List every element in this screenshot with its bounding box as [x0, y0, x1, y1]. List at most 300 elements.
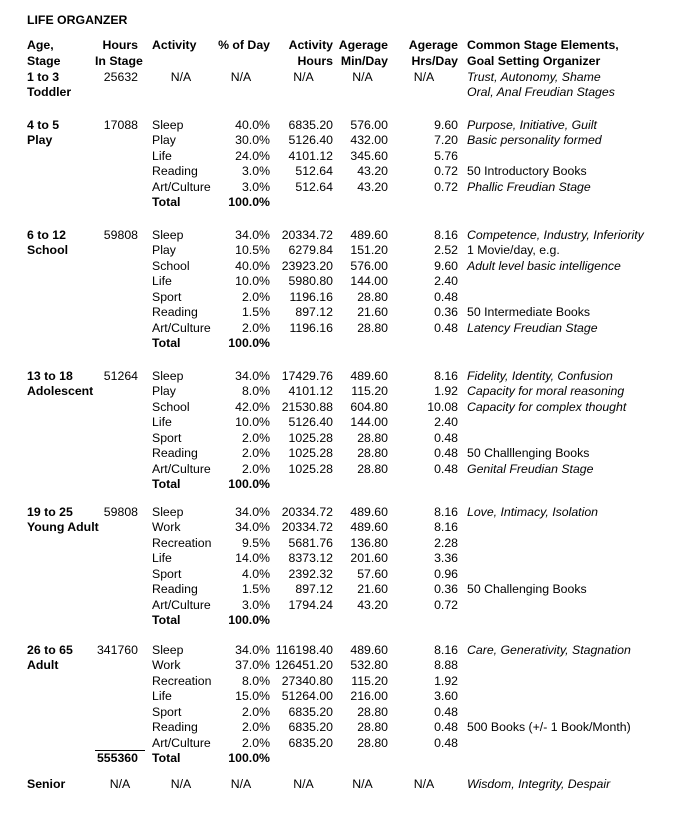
cell-note: Competence, Industry, Inferiority	[467, 227, 644, 242]
cell-stage	[27, 415, 95, 431]
column-gap	[145, 689, 152, 705]
cell-note: 500 Books (+/- 1 Book/Month)	[467, 720, 631, 734]
cell-min_day: 115.20	[351, 384, 388, 398]
cell-activity_hours: 6835.20	[288, 720, 333, 734]
cell-min_day	[335, 195, 390, 211]
cell-activity_hours: 4101.12	[288, 384, 333, 398]
cell-stage: 6 to 12	[27, 227, 66, 242]
cell-activity: Life	[152, 689, 172, 703]
column-gap	[458, 133, 467, 149]
cell-min_day: 21.60	[357, 305, 388, 319]
column-gap	[458, 415, 467, 431]
cell-activity: Sleep	[152, 642, 184, 657]
column-gap	[145, 180, 152, 196]
cell-note	[467, 536, 684, 552]
cell-activity: Sleep	[152, 368, 184, 383]
cell-min_day: 489.60	[350, 227, 388, 242]
cell-activity_hours: 20334.72	[281, 504, 333, 519]
cell-stage	[27, 462, 95, 478]
cell-stage: Adolescent	[27, 384, 94, 398]
cell-hours	[95, 85, 145, 101]
cell-hours	[95, 551, 145, 567]
cell-hours: N/A	[109, 776, 131, 791]
cell-pct: 2.0%	[241, 289, 270, 304]
cell-note	[467, 195, 684, 211]
cell-hrs_day: 8.16	[434, 368, 458, 383]
cell-activity_hours: 897.12	[295, 305, 333, 319]
col-header-activity-line1: Activity	[152, 38, 197, 52]
cell-min_day: 144.00	[350, 274, 388, 288]
cell-activity_hours: 5681.76	[288, 535, 333, 550]
cell-activity_hours: 21530.88	[281, 399, 333, 414]
cell-hours	[95, 689, 145, 705]
cell-stage	[27, 736, 95, 752]
cell-note: Fidelity, Identity, Confusion	[467, 368, 613, 383]
table-row	[27, 598, 684, 614]
cell-activity: Sleep	[152, 227, 184, 242]
cell-note	[467, 336, 684, 352]
cell-stage	[27, 431, 95, 447]
cell-activity_hours: 512.64	[295, 164, 333, 178]
cell-activity: Sport	[152, 289, 182, 304]
cell-stage	[27, 477, 95, 493]
cell-hours	[95, 462, 145, 478]
cell-note	[467, 290, 684, 306]
cell-hours	[95, 658, 145, 674]
cell-stage	[27, 598, 95, 614]
cell-hours: 25632	[103, 69, 138, 84]
cell-hrs_day: 0.48	[434, 704, 458, 719]
cell-hrs_day	[390, 477, 458, 493]
cell-stage	[27, 274, 95, 290]
column-gap	[145, 446, 152, 462]
column-gap	[458, 228, 467, 244]
cell-activity: Reading	[152, 446, 198, 460]
cell-stage	[27, 720, 95, 736]
cell-hours: 59808	[103, 504, 138, 519]
column-gap	[145, 243, 152, 259]
cell-hrs_day: 0.48	[434, 461, 458, 476]
table-row	[27, 658, 684, 674]
table-row	[27, 567, 684, 583]
cell-note	[467, 674, 684, 690]
cell-hrs_day: 2.28	[434, 535, 458, 550]
table-row	[27, 321, 684, 337]
cell-note: Oral, Anal Freudian Stages	[467, 85, 615, 99]
cell-note: 50 Challlenging Books	[467, 446, 590, 460]
cell-hours	[95, 195, 145, 211]
column-gap	[145, 228, 152, 244]
cell-activity_hours: 27340.80	[281, 673, 333, 688]
cell-activity: Total	[152, 613, 181, 627]
column-gap	[458, 85, 467, 101]
column-gap	[458, 164, 467, 180]
cell-pct: 4.0%	[241, 566, 270, 581]
cell-activity: Total	[152, 751, 181, 765]
col-header-stage-elements	[467, 38, 684, 68]
section-adult	[27, 643, 684, 767]
cell-activity_hours: 126451.20	[274, 658, 333, 672]
cell-hrs_day: 1.92	[434, 384, 458, 398]
cell-activity: Reading	[152, 164, 198, 178]
cell-activity: Sleep	[152, 504, 184, 519]
cell-min_day: 115.20	[351, 673, 388, 688]
cell-stage: School	[27, 243, 68, 257]
table-row	[27, 689, 684, 705]
cell-activity: Recreation	[152, 535, 212, 550]
cell-pct: 2.0%	[241, 430, 270, 445]
cell-hours	[95, 431, 145, 447]
col-header-pct-of-day-line2	[210, 54, 270, 70]
column-gap	[458, 290, 467, 306]
cell-note: Purpose, Initiative, Guilt	[467, 117, 597, 132]
cell-activity_hours: N/A	[293, 776, 314, 791]
cell-stage: Toddler	[27, 85, 72, 99]
cell-note: 50 Challenging Books	[467, 582, 587, 596]
cell-hrs_day: 8.16	[434, 504, 458, 519]
cell-min_day: 43.20	[357, 179, 388, 194]
section-young-adult	[27, 505, 684, 629]
col-header-average-hrs-day-line2: Hrs/Day	[411, 53, 458, 68]
cell-activity_hours: 17429.76	[281, 368, 333, 383]
table-row	[27, 613, 684, 629]
cell-hrs_day: 0.48	[434, 320, 458, 335]
column-gap	[458, 321, 467, 337]
column-gap	[145, 259, 152, 275]
cell-hours: 51264	[103, 368, 138, 383]
table-row	[27, 736, 684, 752]
table-row	[27, 446, 684, 462]
column-gap	[145, 133, 152, 149]
cell-min_day: 151.20	[350, 243, 388, 257]
cell-pct: N/A	[230, 69, 252, 84]
cell-note: Trust, Autonomy, Shame	[467, 69, 601, 84]
column-gap	[458, 195, 467, 211]
column-gap	[145, 536, 152, 552]
column-gap	[145, 164, 152, 180]
cell-hours	[95, 536, 145, 552]
cell-note: Capacity for complex thought	[467, 399, 627, 414]
col-header-average-hrs-day	[390, 38, 458, 68]
col-header-hours-in-stage-line2: In Stage	[95, 53, 143, 68]
cell-pct: 2.0%	[241, 720, 270, 734]
cell-activity: Sleep	[152, 117, 184, 132]
cell-activity: Work	[152, 658, 181, 672]
table-row	[27, 369, 684, 385]
column-gap	[458, 598, 467, 614]
cell-hours	[95, 720, 145, 736]
cell-activity_hours: 6279.84	[288, 243, 333, 257]
cell-hours	[95, 400, 145, 416]
cell-activity: Art/Culture	[152, 320, 211, 335]
cell-hrs_day: 3.60	[434, 689, 458, 703]
cell-min_day: 489.60	[350, 520, 388, 534]
cell-hrs_day: 0.72	[434, 164, 458, 178]
cell-min_day: 57.60	[357, 566, 388, 581]
cell-activity: Sport	[152, 566, 182, 581]
cell-activity: Recreation	[152, 673, 212, 688]
table-row	[27, 70, 684, 86]
cell-hrs_day	[390, 336, 458, 352]
cell-pct: 15.0%	[235, 689, 270, 703]
cell-hrs_day: 0.48	[434, 735, 458, 750]
cell-activity: N/A	[170, 69, 192, 84]
table-row	[27, 551, 684, 567]
section-senior	[27, 777, 684, 793]
cell-activity_hours: 6835.20	[288, 117, 333, 132]
cell-stage: Senior	[27, 776, 66, 791]
table-row	[27, 336, 684, 352]
column-gap	[145, 720, 152, 736]
table-row	[27, 674, 684, 690]
cell-stage	[27, 689, 95, 705]
cell-activity	[152, 85, 210, 101]
cell-min_day: 144.00	[350, 415, 388, 429]
cell-activity_hours: 20334.72	[281, 227, 333, 242]
table-row	[27, 133, 684, 149]
cell-activity: Life	[152, 274, 172, 288]
cell-pct	[210, 85, 272, 101]
column-gap	[458, 582, 467, 598]
cell-hrs_day: 0.72	[434, 597, 458, 612]
cell-pct: 8.0%	[241, 384, 270, 398]
cell-pct: 30.0%	[235, 133, 270, 147]
col-header-activity-hours	[272, 38, 335, 68]
cell-stage	[27, 567, 95, 583]
table-row	[27, 243, 684, 259]
col-header-pct-of-day-line1: % of Day	[218, 38, 270, 52]
column-gap	[458, 520, 467, 536]
col-header-average-min-day-line2: Min/Day	[340, 53, 388, 68]
cell-activity: Play	[152, 384, 176, 398]
cell-pct: 2.0%	[241, 735, 270, 750]
cell-pct: 100.0%	[228, 751, 270, 765]
cell-stage	[27, 259, 95, 275]
column-gap	[458, 751, 467, 767]
cell-note	[467, 551, 684, 567]
cell-note	[467, 149, 684, 165]
cell-activity: Total	[152, 336, 181, 350]
cell-pct: 100.0%	[228, 613, 270, 627]
cell-activity: Total	[152, 477, 181, 491]
cell-pct: 14.0%	[235, 551, 270, 565]
cell-pct: 42.0%	[235, 399, 270, 414]
table-row	[27, 462, 684, 478]
table-row	[27, 505, 684, 521]
col-header-average-min-day	[335, 38, 390, 68]
cell-hrs_day: 5.76	[434, 148, 458, 163]
cell-pct: 34.0%	[235, 642, 270, 657]
cell-note	[467, 415, 684, 431]
cell-hours	[95, 321, 145, 337]
cell-stage	[27, 705, 95, 721]
column-gap	[458, 567, 467, 583]
table-row	[27, 195, 684, 211]
cell-hours	[95, 446, 145, 462]
column-gap	[145, 321, 152, 337]
column-gap	[458, 674, 467, 690]
table-row	[27, 305, 684, 321]
cell-hrs_day: 0.48	[434, 720, 458, 734]
column-gap	[458, 643, 467, 659]
cell-activity_hours: 1025.28	[288, 461, 333, 476]
cell-hrs_day: 8.88	[434, 658, 458, 672]
cell-activity_hours: 5980.80	[288, 274, 333, 288]
cell-hrs_day: 10.08	[427, 399, 458, 414]
cell-hrs_day: N/A	[413, 776, 435, 791]
cell-hours	[95, 133, 145, 149]
cell-hours	[95, 290, 145, 306]
cell-min_day: 576.00	[350, 258, 388, 273]
cell-note: Capacity for moral reasoning	[467, 384, 625, 398]
cell-note: Genital Freudian Stage	[467, 461, 594, 476]
table-body	[27, 70, 684, 793]
cell-note	[467, 520, 684, 536]
table-row	[27, 400, 684, 416]
cell-pct: 10.5%	[235, 243, 270, 257]
cell-activity: Life	[152, 551, 172, 565]
cell-activity_hours: N/A	[293, 69, 314, 84]
cell-pct: 9.5%	[241, 535, 270, 550]
column-gap	[145, 777, 152, 793]
col-header-activity	[152, 38, 210, 54]
cell-pct: 2.0%	[241, 320, 270, 335]
cell-min_day: 489.60	[350, 642, 388, 657]
cell-min_day: 216.00	[350, 689, 388, 703]
column-gap	[145, 118, 152, 134]
cell-activity: Reading	[152, 305, 198, 319]
cell-hrs_day: 7.20	[434, 133, 458, 147]
table-row	[27, 705, 684, 721]
cell-hrs_day: 8.16	[434, 520, 458, 534]
table-row	[27, 582, 684, 598]
cell-activity: School	[152, 258, 190, 273]
cell-min_day: N/A	[352, 776, 373, 791]
cell-stage: 13 to 18	[27, 368, 73, 383]
cell-stage: 4 to 5	[27, 117, 60, 132]
cell-note: Phallic Freudian Stage	[467, 179, 591, 194]
cell-activity: Art/Culture	[152, 461, 211, 476]
cell-hrs_day: 0.36	[434, 305, 458, 319]
cell-hrs_day: 0.36	[434, 582, 458, 596]
col-header-activity-line2	[152, 54, 210, 70]
cell-activity_hours: 1025.28	[288, 430, 333, 445]
column-gap	[145, 477, 152, 493]
cell-min_day: 28.80	[357, 704, 388, 719]
table-row	[27, 228, 684, 244]
cell-min_day	[335, 613, 390, 629]
cell-hrs_day: 0.72	[434, 179, 458, 194]
column-gap	[145, 751, 152, 767]
page-title: LIFE ORGANZER	[27, 13, 128, 27]
cell-activity_hours	[272, 613, 335, 629]
cell-stage	[27, 321, 95, 337]
cell-stage	[27, 180, 95, 196]
table-row	[27, 751, 684, 767]
cell-note	[467, 613, 684, 629]
cell-hours	[95, 674, 145, 690]
cell-activity_hours: 1196.16	[289, 289, 333, 304]
cell-hrs_day: 9.60	[434, 258, 458, 273]
table-row	[27, 431, 684, 447]
column-gap	[145, 149, 152, 165]
cell-hrs_day	[390, 195, 458, 211]
cell-note: 1 Movie/day, e.g.	[467, 243, 560, 257]
cell-activity_hours	[272, 336, 335, 352]
cell-stage	[27, 290, 95, 306]
table-header	[27, 38, 684, 68]
cell-stage: 19 to 25	[27, 504, 73, 519]
cell-stage	[27, 195, 95, 211]
cell-pct: 10.0%	[235, 415, 270, 429]
cell-activity: School	[152, 399, 190, 414]
table-row	[27, 164, 684, 180]
cell-pct: 100.0%	[228, 336, 270, 350]
column-gap	[458, 400, 467, 416]
cell-note: Wisdom, Integrity, Despair	[467, 776, 611, 791]
cell-pct: 100.0%	[228, 195, 270, 209]
column-gap	[458, 736, 467, 752]
cell-stage: Young Adult	[27, 520, 99, 534]
cell-min_day: 432.00	[350, 133, 388, 147]
column-gap	[458, 118, 467, 134]
cell-pct: 34.0%	[235, 227, 270, 242]
table-row	[27, 118, 684, 134]
cell-note: 50 Intermediate Books	[467, 305, 591, 319]
cell-hours	[95, 149, 145, 165]
cell-min_day	[335, 85, 390, 101]
column-gap	[145, 736, 152, 752]
cell-note	[467, 736, 684, 752]
cell-pct: 100.0%	[228, 477, 270, 491]
column-gap	[458, 149, 467, 165]
column-gap	[458, 720, 467, 736]
cell-pct: 8.0%	[241, 673, 270, 688]
col-header-activity-hours-line2: Hours	[297, 53, 333, 68]
cell-min_day	[335, 751, 390, 767]
cell-min_day	[335, 336, 390, 352]
cell-activity_hours: 1196.16	[289, 320, 333, 335]
column-gap	[458, 689, 467, 705]
cell-activity_hours: 5126.40	[288, 415, 333, 429]
cell-hrs_day: 0.48	[434, 430, 458, 445]
column-gap	[145, 705, 152, 721]
cell-stage	[27, 305, 95, 321]
cell-pct: 34.0%	[235, 368, 270, 383]
table-row	[27, 290, 684, 306]
column-gap	[145, 598, 152, 614]
column-gap	[145, 462, 152, 478]
cell-min_day: 201.60	[350, 551, 388, 565]
table-row	[27, 720, 684, 736]
cell-hours	[95, 567, 145, 583]
section-toddler	[27, 70, 684, 101]
cell-pct: 2.0%	[241, 461, 270, 476]
cell-hours: 341760	[96, 642, 138, 657]
cell-hrs_day: 1.92	[434, 673, 458, 688]
cell-note: Latency Freudian Stage	[467, 320, 598, 335]
col-header-activity-hours-line1: Activity	[288, 38, 333, 52]
cell-min_day: 136.80	[350, 535, 388, 550]
cell-activity: Total	[152, 195, 181, 209]
table-row	[27, 85, 684, 101]
cell-hrs_day: 9.60	[434, 117, 458, 132]
cell-activity_hours: 2392.32	[288, 566, 333, 581]
cell-activity_hours	[272, 751, 335, 767]
column-gap	[145, 274, 152, 290]
column-gap	[145, 658, 152, 674]
column-gap	[458, 70, 467, 86]
